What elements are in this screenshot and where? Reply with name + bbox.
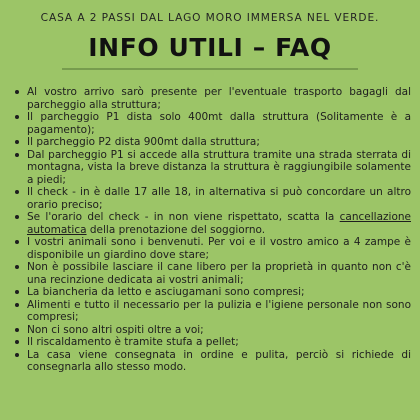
list-item xyxy=(13,349,411,374)
item-text: La biancheria da letto e asciugamani sono compresi; xyxy=(27,286,305,298)
item-text: Al vostro arrivo sarò presente per l'eventuale trasporto bagagli dal parcheggio alla struttura; xyxy=(27,86,411,111)
bullet-icon xyxy=(15,115,19,119)
item-text: I vostri animali sono i benvenuti. Per voi e il vostro amico a 4 zampe è disponibile un giardino dove stare; xyxy=(27,236,411,261)
item-text: Alimenti e tutto il necessario per la pulizia e l'igiene personale non sono compresi; xyxy=(27,298,411,323)
list-item xyxy=(13,336,411,349)
list-item xyxy=(13,236,411,261)
list-item xyxy=(13,299,411,324)
list-item xyxy=(13,211,411,236)
item-text-after: della prenotazione del soggiorno. xyxy=(86,223,266,236)
list-item xyxy=(13,136,411,149)
item-text: Il parcheggio P2 dista 900mt dalla struttura; xyxy=(27,136,260,148)
item-text: Dal parcheggio P1 si accede alla struttura tramite una strada sterrata di montagna, vista la breve distanza la struttura è raggiungibile solamente a piedi; xyxy=(27,148,411,186)
list-item xyxy=(13,149,411,187)
item-text: Il parcheggio P1 dista solo 400mt dalla struttura (Solitamente è a pagamento); xyxy=(27,111,411,136)
bullet-icon xyxy=(15,353,19,357)
item-text: Non ci sono altri ospiti oltre a voi; xyxy=(27,323,204,336)
title-divider xyxy=(62,68,358,70)
bullet-icon xyxy=(15,290,19,294)
list-item xyxy=(13,186,411,211)
bullet-icon xyxy=(15,153,19,157)
item-text-before: Se l'orario del check - in non viene rispettato, scatta la xyxy=(27,211,340,223)
bullet-icon xyxy=(15,90,19,94)
bullet-icon xyxy=(15,215,19,219)
list-item xyxy=(13,261,411,286)
bullet-icon xyxy=(15,265,19,269)
bullet-icon xyxy=(15,140,19,144)
bullet-icon xyxy=(15,240,19,244)
bullet-icon xyxy=(15,328,19,332)
page-title: INFO UTILI – FAQ xyxy=(88,33,332,62)
bullet-icon xyxy=(15,340,19,344)
bullet-icon xyxy=(15,190,19,194)
item-text: Il check - in è dalle 17 alle 18, in alternativa si può concordare un altro orario preciso; xyxy=(27,186,411,211)
list-item xyxy=(13,86,411,111)
item-text: Il riscaldamento è tramite stufa a pellet; xyxy=(27,336,239,348)
list-item xyxy=(13,324,411,337)
faq-list xyxy=(13,86,411,374)
cancellation-link[interactable]: cancellazione automatica xyxy=(27,211,411,236)
list-item xyxy=(13,111,411,136)
bullet-icon xyxy=(15,303,19,307)
item-text: Non è possibile lasciare il cane libero per la proprietà in quanto non c'è una recinzione dedicata ai vostri animali; xyxy=(27,261,411,286)
list-item xyxy=(13,286,411,299)
item-text: La casa viene consegnata in ordine e pulita, perciò si richiede di consegnarla allo stesso modo. xyxy=(27,348,411,373)
subtitle: CASA A 2 PASSI DAL LAGO MORO IMMERSA NEL VERDE. xyxy=(40,12,380,24)
